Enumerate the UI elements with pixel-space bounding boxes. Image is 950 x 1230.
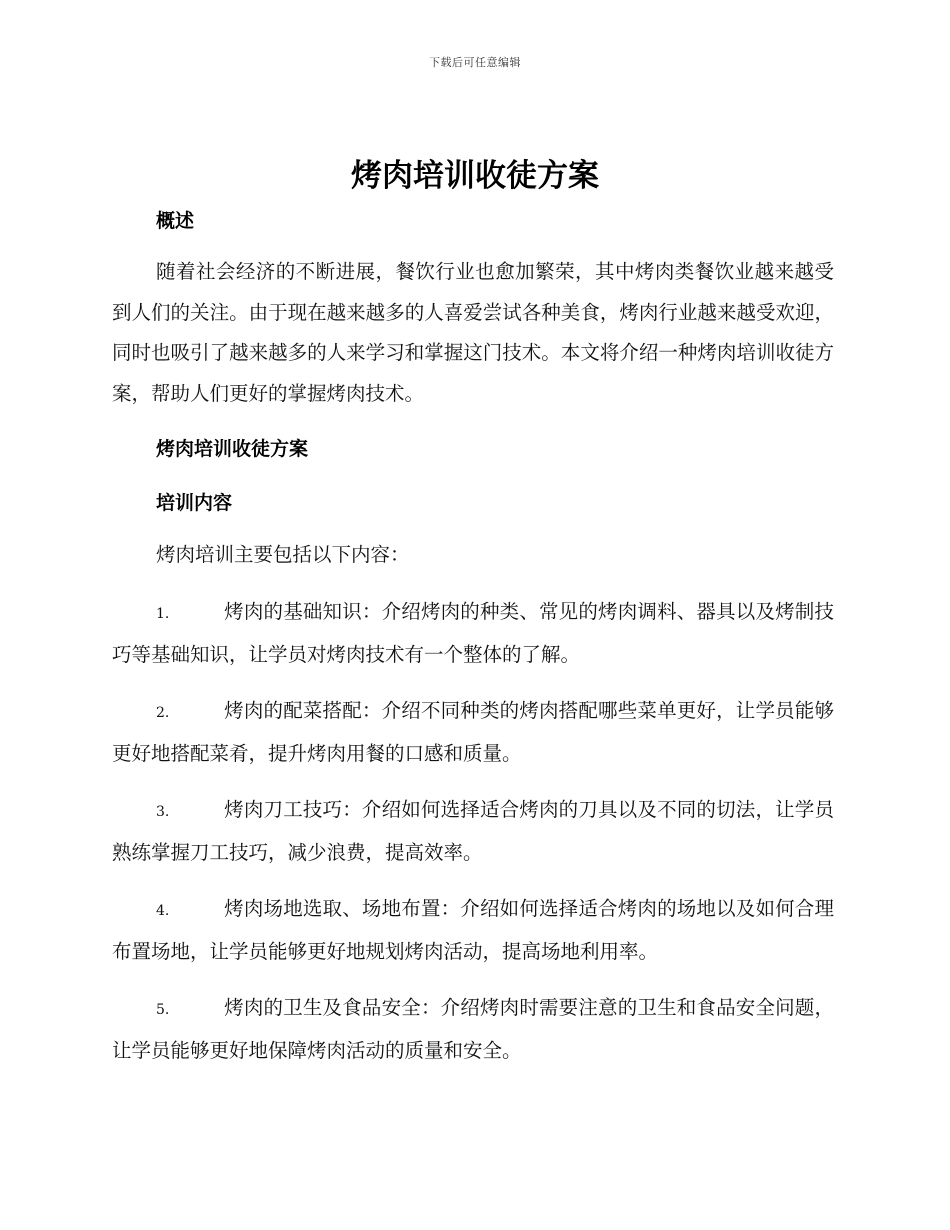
list-item bbox=[112, 691, 834, 774]
list-item-number: 1. bbox=[156, 606, 170, 622]
list-item-number: 2. bbox=[156, 705, 170, 721]
list-item-number: 5. bbox=[156, 1002, 170, 1018]
page-header-note: 下载后可任意编辑 bbox=[429, 56, 521, 69]
list-item-text: 烤肉场地选取、场地布置：介绍如何选择适合烤肉的场地以及如何合理布置场地，让学员能够更好地规划烤肉活动，提高场地利用率。 bbox=[112, 897, 834, 963]
document-body bbox=[112, 204, 834, 1087]
list-item-text: 烤肉的卫生及食品安全：介绍烤肉时需要注意的卫生和食品安全问题，让学员能够更好地保障烤肉活动的质量和安全。 bbox=[112, 996, 834, 1062]
list-item bbox=[112, 592, 834, 675]
list-item-text: 烤肉的配菜搭配：介绍不同种类的烤肉搭配哪些菜单更好，让学员能够更好地搭配菜肴，提升烤肉用餐的口感和质量。 bbox=[112, 699, 834, 765]
list-item-text: 烤肉的基础知识：介绍烤肉的种类、常见的烤肉调料、器具以及烤制技巧等基础知识，让学员对烤肉技术有一个整体的了解。 bbox=[112, 600, 834, 666]
document-title: 烤肉培训收徒方案 bbox=[351, 158, 599, 194]
training-intro: 烤肉培训主要包括以下内容： bbox=[156, 543, 410, 566]
plan-heading: 烤肉培训收徒方案 bbox=[156, 438, 309, 460]
list-item bbox=[112, 988, 834, 1071]
list-item-number: 3. bbox=[156, 804, 170, 820]
training-list bbox=[112, 592, 834, 1071]
list-item bbox=[112, 889, 834, 972]
training-content-heading: 培训内容 bbox=[156, 492, 233, 514]
overview-paragraph: 随着社会经济的不断进展，餐饮行业也愈加繁荣，其中烤肉类餐饮业越来越受到人们的关注。由于现在越来越多的人喜爱尝试各种美食，烤肉行业越来越受欢迎，同时也吸引了越来越多的人来学习和掌握这门技术。本文将介绍一种烤肉培训收徒方案，帮助人们更好的掌握烤肉技术。 bbox=[112, 260, 834, 405]
overview-heading: 概述 bbox=[156, 210, 195, 232]
list-item-number: 4. bbox=[156, 903, 170, 919]
list-item-text: 烤肉刀工技巧：介绍如何选择适合烤肉的刀具以及不同的切法，让学员熟练掌握刀工技巧，减少浪费，提高效率。 bbox=[112, 798, 834, 864]
list-item bbox=[112, 790, 834, 873]
